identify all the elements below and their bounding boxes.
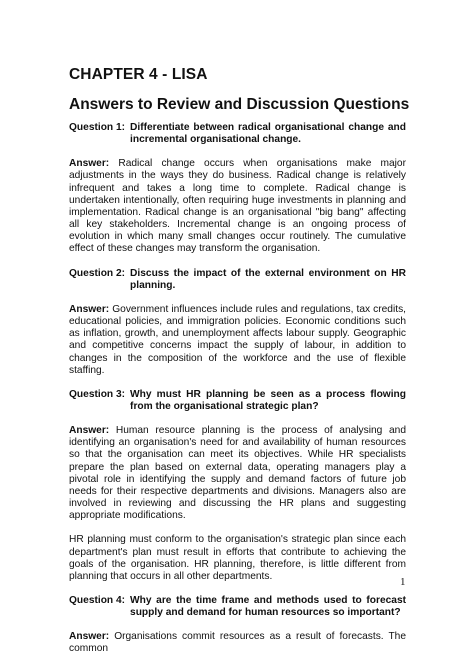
answer-label: Answer: [69, 631, 115, 643]
answer-label: Answer: [69, 158, 119, 170]
answer-text: Government influences include rules and regulations, tax credits, educational policies, and immigration policies. Economic conditions such as inflation, growth, and unemployment affects labour supply. Geographic and competitive concerns impact the supply of labour, in addition to changes in the composition of the workforce and the use of flexible staffing. [69, 303, 406, 376]
question-3 [69, 389, 406, 413]
question-4 [69, 595, 406, 619]
answer-paragraph [69, 425, 406, 522]
question-label: Question 4: [69, 595, 126, 606]
question-text: Why are the time frame and methods used to forecast supply and demand for human resources so important? [130, 595, 406, 619]
question-label: Question 1: [69, 122, 126, 133]
question-text: Differentiate between radical organisational change and incremental organisational change. [130, 122, 406, 146]
answer-paragraph: HR planning must conform to the organisation's strategic plan since each department's plan must result in efforts that contribute to achieving the goals of the organisation. HR planning, therefore, is little different from planning that occurs in all other departments. [69, 534, 406, 582]
answer-paragraph [69, 304, 406, 377]
answer-text: Organisations commit resources as a result of forecasts. The common [69, 631, 406, 655]
answer-text: Human resource planning is the process of analysing and identifying an organisation's need for and availability of human resources so that the organisation can meet its objectives. While HR specialists prepare the plan based on external data, operating managers play a pivotal role in identifying the supply and demand factors of future job needs for their respective departments and divisions. Managers also are involved in reviewing and discussing the HR plans and suggesting appropriate modifications. [69, 425, 406, 522]
question-1 [69, 122, 406, 146]
question-text: Discuss the impact of the external environment on HR planning. [130, 267, 406, 291]
answer-paragraph [69, 158, 406, 255]
question-label: Question 2: [69, 267, 126, 279]
answer-label: Answer: [69, 303, 113, 315]
page-number: 1 [400, 576, 406, 588]
question-label: Question 3: [69, 388, 126, 400]
answer-label: Answer: [69, 425, 116, 437]
section-title: Answers to Review and Discussion Questions [69, 96, 410, 113]
question-2 [69, 268, 406, 292]
answer-text: Radical change occurs when organisations make major adjustments in the ways they do business. Radical change is relatively infrequent and takes a long time to complete. Radical change is undertaken intentionally, often requiring huge investments in planning and implementation. Radical change is an organisational "big bang" affecting all key stakeholders. Incremental change is an ongoing process of evolution in which many small changes occur routinely. The cumulative effect of these changes may transform the organisation. [69, 158, 406, 255]
document-body [69, 122, 406, 656]
answer-paragraph [69, 631, 406, 655]
chapter-title: CHAPTER 4 - LISA [69, 66, 208, 83]
question-text: Why must HR planning be seen as a process flowing from the organisational strategic plan? [130, 388, 406, 412]
